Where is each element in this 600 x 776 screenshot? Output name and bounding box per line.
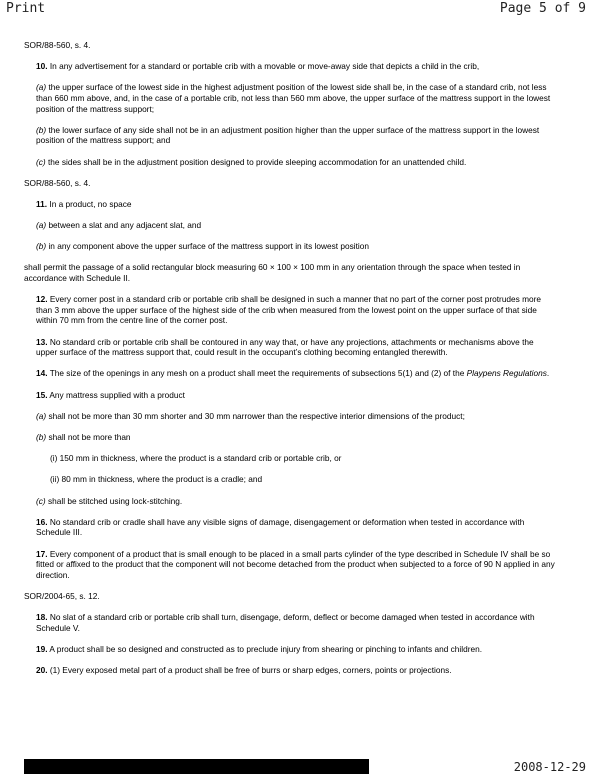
paragraph-letter: (c) (36, 495, 46, 506)
section-text: (1) Every exposed metal part of a product shall be free of burrs or sharp edges, corners, points or projections. (47, 665, 452, 676)
paragraph-letter: (a) (36, 410, 47, 421)
section-18 (24, 612, 556, 633)
paragraph-a (24, 411, 556, 422)
page-indicator: Page 5 of 9 (499, 1, 586, 16)
section-15 (24, 390, 556, 401)
section-text: In any advertisement for a standard or portable crib with a movable or move-away side that depicts a child in the crib, (47, 61, 480, 72)
section-number: 16. (36, 516, 48, 527)
section-text: Any mattress supplied with a product (47, 389, 185, 400)
subparagraph-i: (i) 150 mm in thickness, where the product is a standard crib or portable crib, or (50, 453, 342, 464)
section-12 (24, 294, 556, 326)
paragraph-text: in any component above the upper surface of the mattress support in its lowest position (46, 241, 369, 252)
paragraph-text: shall be stitched using lock-stitching. (45, 495, 183, 506)
citation: SOR/88-560, s. 4. (24, 40, 91, 50)
paragraph-c (24, 157, 556, 168)
print-header (0, 0, 600, 18)
section-text: No slat of a standard crib or portable crib shall turn, disengage, deform, deflect or become damaged when tested in accordance with Schedule V. (36, 612, 535, 633)
paragraph-letter: (c) (36, 156, 46, 167)
section-number: 18. (36, 612, 48, 623)
section-text: Every corner post in a standard crib or portable crib shall be designed in such a manner that no part of the corner post protrudes more than 3 mm above the upper surface of the highest side of the crib when measured from the lowest point on the upper surface of that side within 70 mm from the centre line of the corner post. (36, 294, 542, 326)
section-number: 20. (36, 665, 48, 676)
section-13 (24, 337, 556, 358)
paragraph-text: the upper surface of the lowest side in the highest adjustment position of the lowest side shall be, in the case of a standard crib, not less than 660 mm above, and, in the case of a portable crib, not less than 560 mm above, the upper surface of the mattress support in the lowest position of the mattress support; (36, 82, 551, 114)
paragraph-a (24, 220, 556, 231)
section-text: A product shall be so designed and constructed as to preclude injury from shearing or pinching to infants and children. (47, 643, 483, 654)
paragraph-letter: (b) (36, 241, 47, 252)
section-16 (24, 517, 556, 538)
paragraph-text: shall not be more than 30 mm shorter and 30 mm narrower than the respective interior dimensions of the product; (46, 410, 465, 421)
section-number: 14. (36, 368, 48, 379)
paragraph-text: the lower surface of any side shall not be in an adjustment position higher than the upper surface of the mattress support in the lowest position of the mattress support; and (36, 124, 540, 146)
continuation-text: shall permit the passage of a solid rectangular block measuring 60 × 100 × 100 mm in any orientation through the space when tested in accordance with Schedule II. (24, 262, 521, 284)
section-number: 19. (36, 643, 48, 654)
section-text-end: . (546, 368, 550, 379)
paragraph-letter: (b) (36, 431, 47, 442)
paragraph-c (24, 496, 556, 507)
section-number: 10. (36, 61, 48, 72)
paragraph-b (24, 125, 556, 146)
paragraph-letter: (a) (36, 220, 47, 231)
redaction-bar (24, 759, 369, 774)
regulation-title: Playpens Regulations (466, 368, 547, 379)
print-date: 2008-12-29 (513, 760, 586, 774)
paragraph-a (24, 82, 556, 114)
paragraph-text: shall not be more than (46, 431, 131, 442)
section-19 (24, 644, 556, 655)
print-footer (0, 752, 600, 776)
subparagraph-ii: (ii) 80 mm in thickness, where the product is a cradle; and (50, 474, 263, 485)
citation: SOR/2004-65, s. 12. (24, 590, 100, 601)
print-title: Print (6, 1, 46, 16)
section-number: 11. (36, 198, 48, 209)
paragraph-letter: (a) (36, 82, 47, 93)
citation: SOR/88-560, s. 4. (24, 177, 91, 188)
section-number: 17. (36, 548, 48, 559)
section-number: 15. (36, 389, 48, 400)
paragraph-letter: (b) (36, 124, 47, 135)
section-text: The size of the openings in any mesh on a product shall meet the requirements of subsections 5(1) and (2) of the (47, 368, 467, 379)
section-text: Every component of a product that is small enough to be placed in a small parts cylinder of the type described in Schedule IV shall be so fitted or affixed to the product that the component will not become detached from the product when subjected to a force of 90 N applied in any direction. (36, 548, 555, 580)
section-text: No standard crib or cradle shall have any visible signs of damage, disengagement or deformation when tested in accordance with Schedule III. (36, 516, 525, 538)
section-11 (24, 199, 556, 210)
section-17 (24, 549, 556, 581)
document-body (24, 40, 556, 686)
section-text: In a product, no space (47, 198, 132, 209)
paragraph-text: the sides shall be in the adjustment position designed to provide sleeping accommodation for an unattended child. (45, 156, 467, 167)
paragraph-b (24, 432, 556, 443)
section-20 (24, 665, 556, 676)
section-text: No standard crib or portable crib shall be contoured in any way that, or have any projections, attachments or mechanisms above the upper surface of the mattress support that, could result in the occupant’s clothing becoming entangled therewith. (36, 336, 534, 358)
paragraph-b (24, 241, 556, 252)
section-number: 13. (36, 336, 48, 347)
section-10 (24, 61, 556, 72)
section-number: 12. (36, 294, 48, 305)
paragraph-text: between a slat and any adjacent slat, and (46, 220, 202, 231)
section-14 (24, 368, 556, 379)
